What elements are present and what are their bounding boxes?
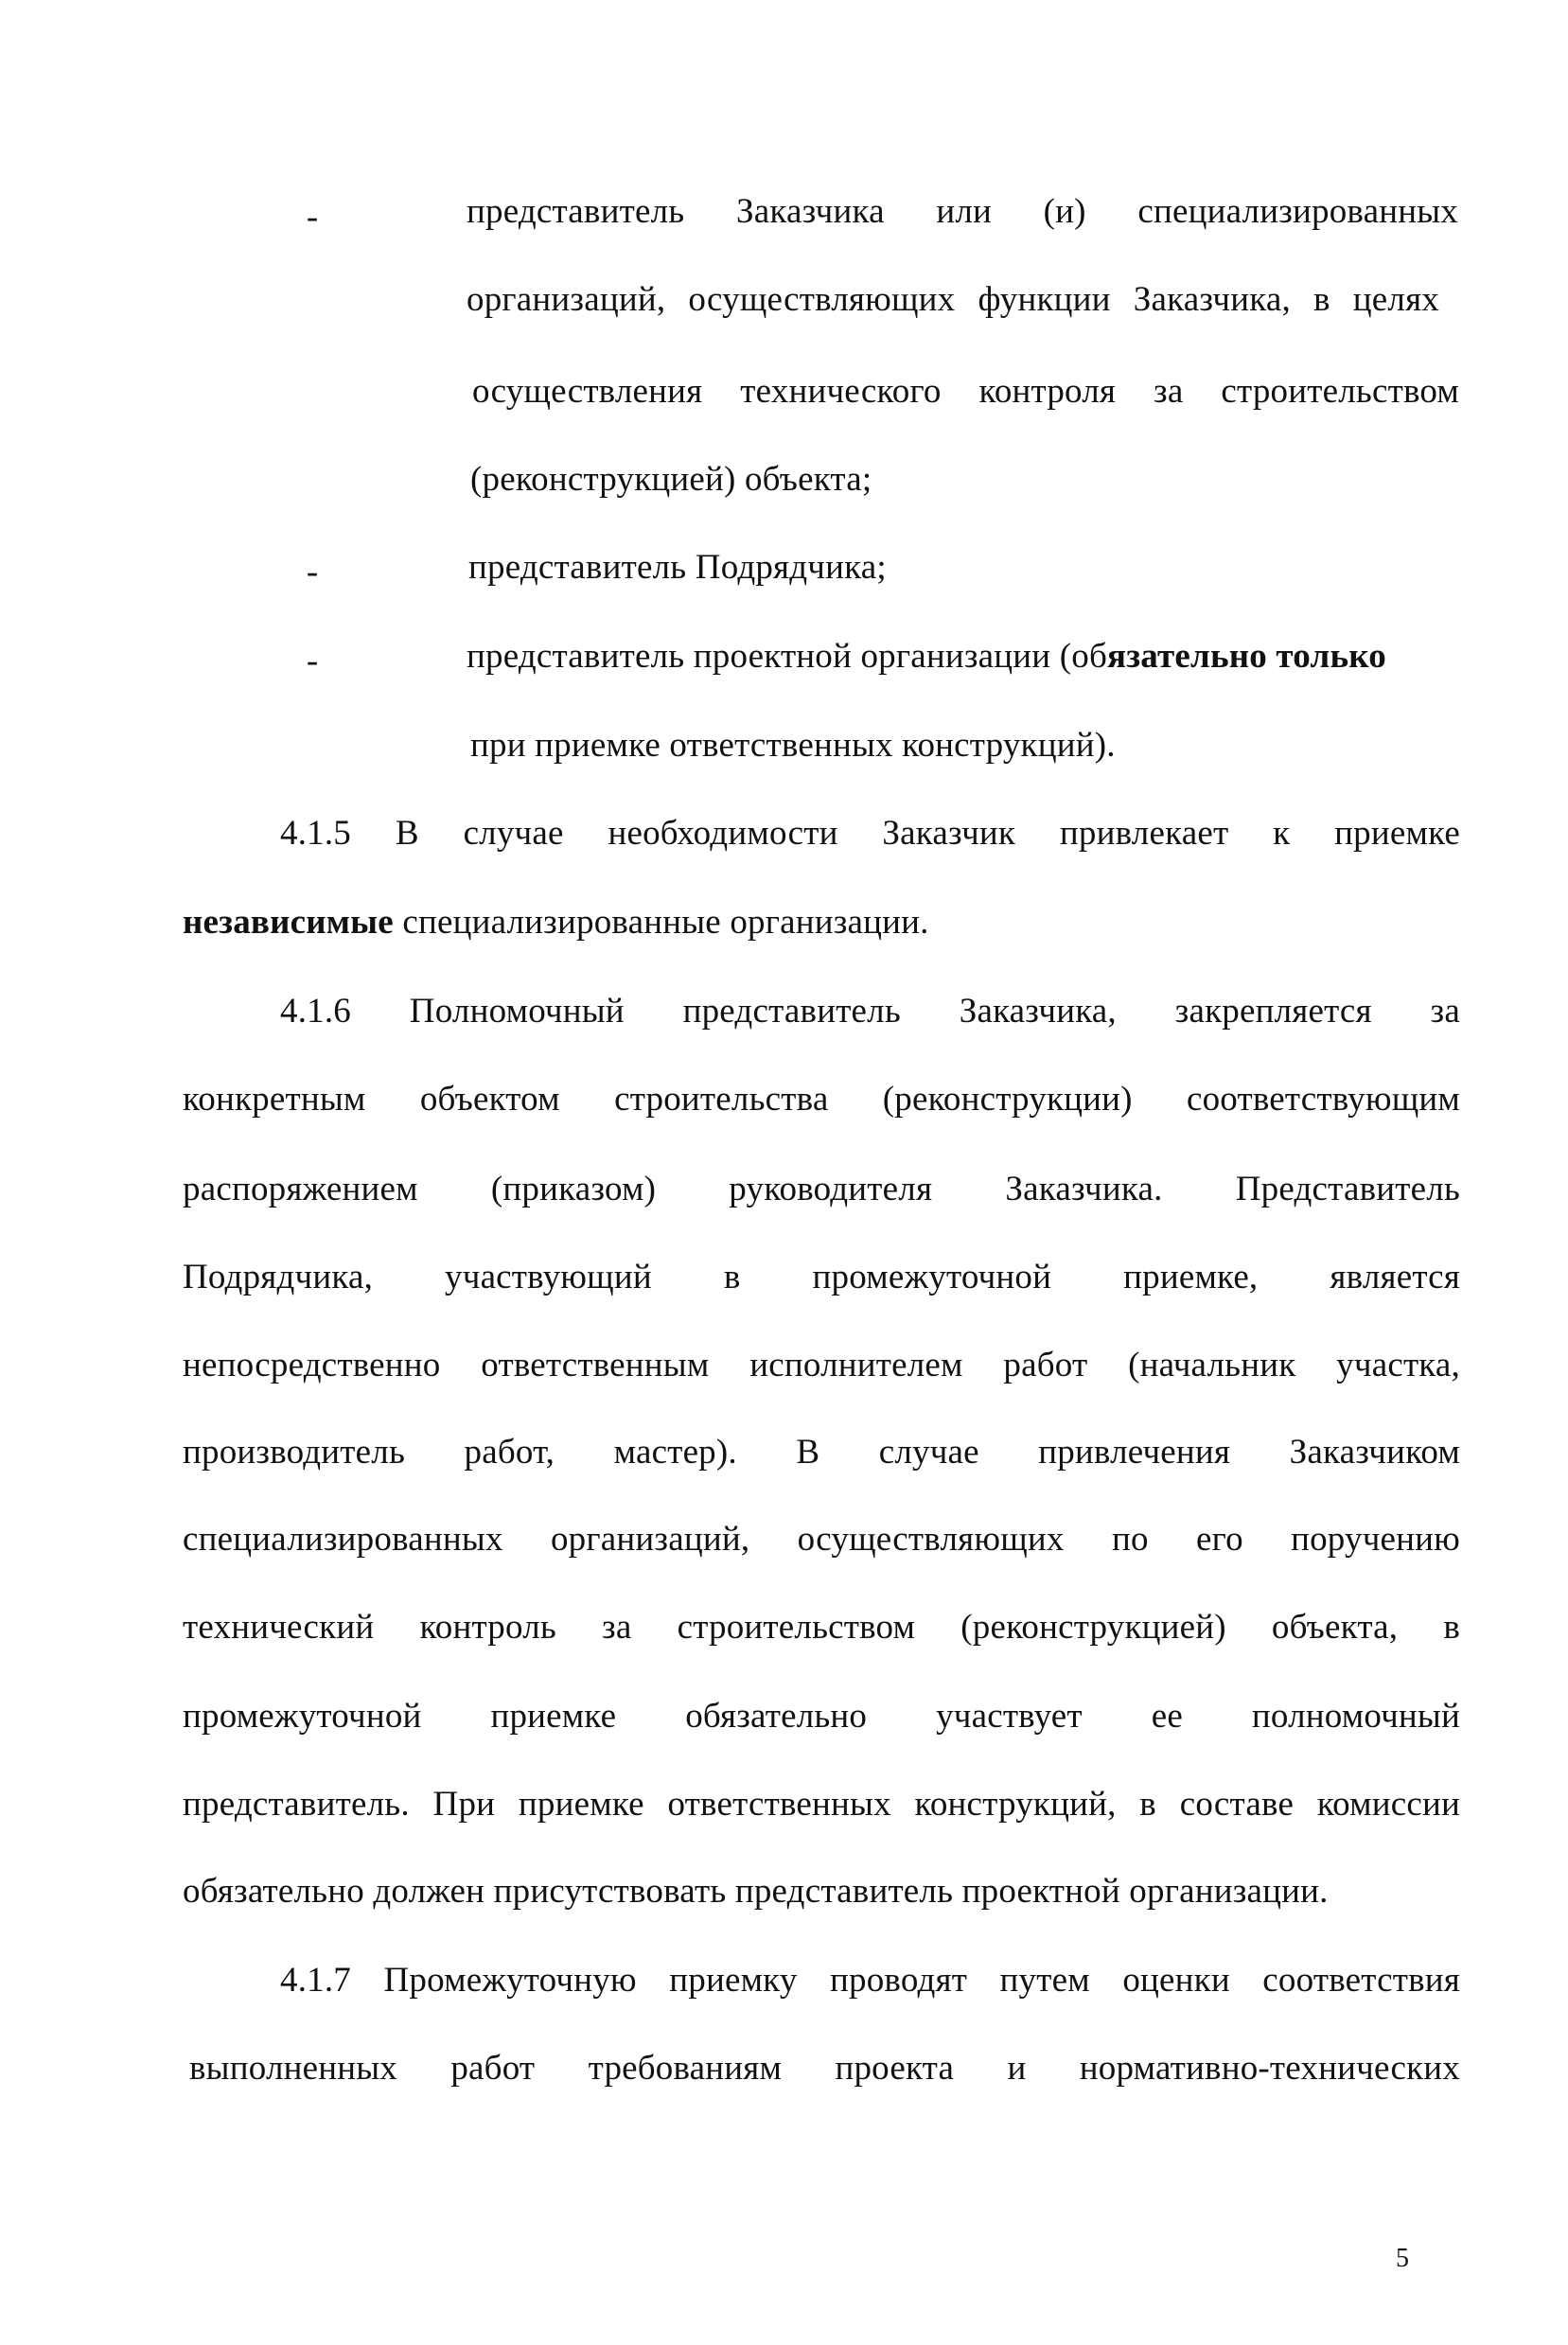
bullet-marker-3: -	[306, 642, 319, 680]
bullet-2-line-1: представитель Подрядчика;	[468, 548, 887, 587]
para-4-1-7-line-2: выполненных работ требованиям проекта и нормативно-технических	[189, 2049, 1460, 2088]
para-4-1-6-line-3: распоряжением (приказом) руководителя Заказчика. Представитель	[183, 1170, 1460, 1208]
para-4-1-5-line-1: 4.1.5 В случае необходимости Заказчик привлекает к приемке	[280, 814, 1460, 853]
para-4-1-6-line-6: производитель работ, мастер). В случае привлечения Заказчиком	[183, 1433, 1460, 1472]
para-4-1-6-line-1: 4.1.6 Полномочный представитель Заказчика, закрепляется за	[280, 992, 1460, 1031]
bullet-3-line-1-bold: язательно только	[1107, 637, 1386, 676]
bullet-3-line-1-start: представитель проектной организации (об	[467, 637, 1107, 676]
bullet-marker-2: -	[306, 553, 319, 591]
bullet-3-line-1	[467, 635, 1458, 679]
para-4-1-6-line-2: конкретным объектом строительства (реконструкции) соответствующим	[183, 1080, 1460, 1119]
para-4-1-6-line-10: представитель. При приемке ответственных конструкций, в составе комиссии	[183, 1785, 1460, 1824]
bullet-1-line-2: организаций, осуществляющих функции Заказчика, в целях	[467, 280, 1439, 319]
para-4-1-7-line-1: 4.1.7 Промежуточную приемку проводят путем оценки соответствия	[280, 1961, 1460, 2000]
para-4-1-6-line-9: промежуточной приемке обязательно участвует ее полномочный	[183, 1697, 1460, 1736]
bullet-marker-1: -	[306, 198, 319, 237]
bullet-1-line-3: осуществления технического контроля за строительством	[472, 372, 1459, 411]
page-number: 5	[1396, 2244, 1409, 2273]
para-4-1-6-line-7: специализированных организаций, осуществляющих по его поручению	[183, 1520, 1460, 1559]
para-4-1-6-line-5: непосредственно ответственным исполнителем работ (начальник участка,	[183, 1346, 1460, 1384]
bullet-3-line-2: при приемке ответственных конструкций).	[470, 726, 1116, 765]
para-4-1-5-line-2	[183, 901, 929, 944]
para-4-1-6-line-11: обязательно должен присутствовать представитель проектной организации.	[183, 1872, 1329, 1911]
para-4-1-5-bold-word: независимые	[183, 903, 394, 942]
para-4-1-6-line-4: Подрядчика, участвующий в промежуточной приемке, является	[183, 1258, 1460, 1296]
para-4-1-5-line-2-rest: специализированные организации.	[393, 903, 929, 942]
bullet-1-line-1: представитель Заказчика или (и) специализированных	[467, 192, 1458, 231]
para-4-1-6-line-8: технический контроль за строительством (реконструкцией) объекта, в	[183, 1608, 1460, 1647]
bullet-1-line-4: (реконструкцией) объекта;	[470, 460, 872, 499]
